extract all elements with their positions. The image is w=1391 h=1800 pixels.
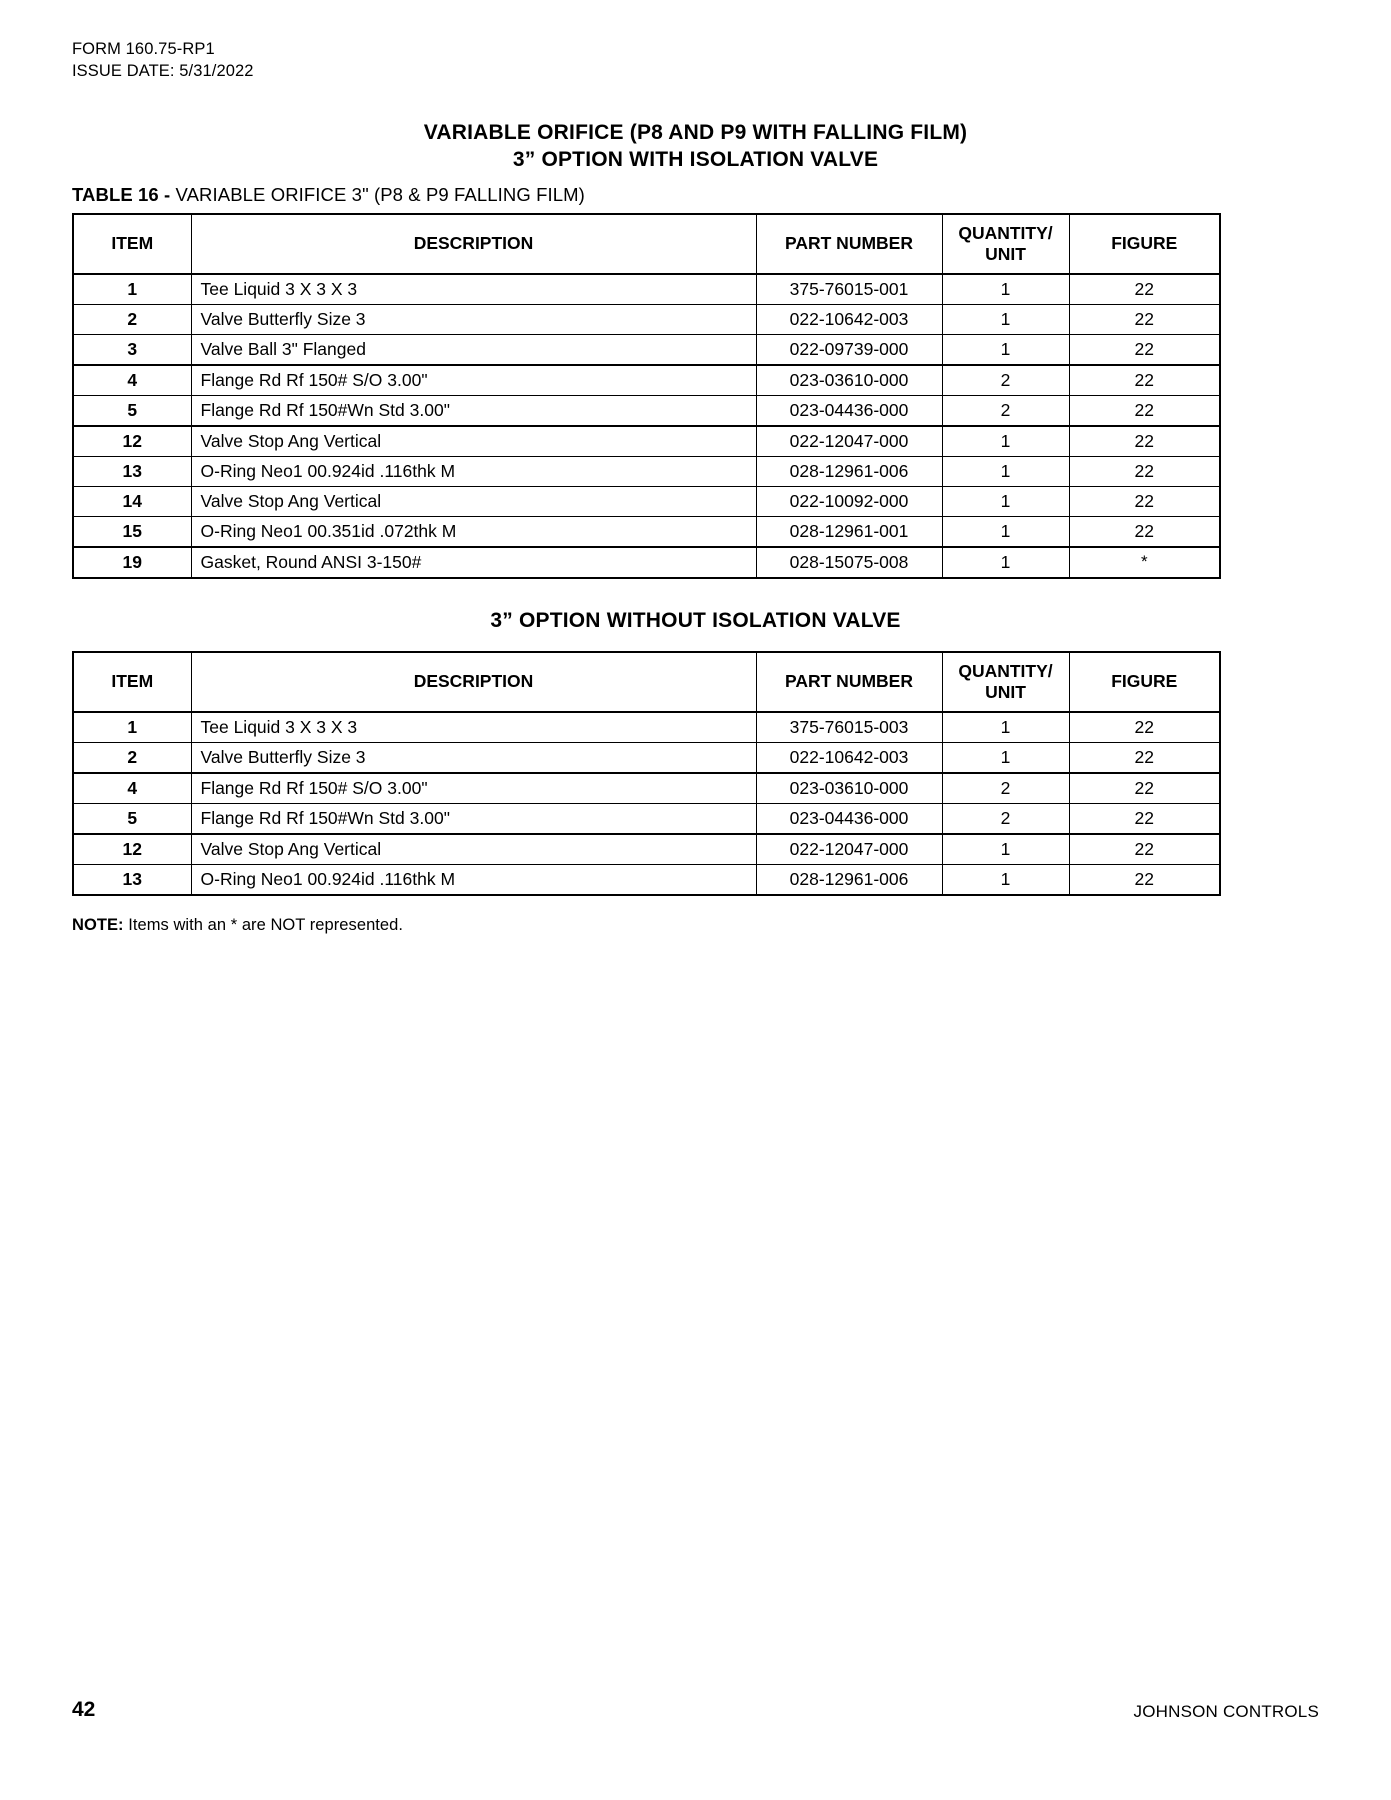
- cell-item: 12: [73, 426, 191, 457]
- cell-quantity: 2: [942, 395, 1069, 426]
- cell-item: 2: [73, 304, 191, 334]
- cell-item: 19: [73, 547, 191, 578]
- cell-part-number: 028-12961-006: [756, 864, 942, 895]
- cell-figure: 22: [1069, 712, 1220, 743]
- cell-part-number: 375-76015-001: [756, 274, 942, 305]
- table-row: [73, 486, 1220, 516]
- cell-quantity: 2: [942, 803, 1069, 834]
- table-row: [73, 426, 1220, 457]
- cell-part-number: 022-12047-000: [756, 834, 942, 865]
- cell-item: 5: [73, 803, 191, 834]
- cell-item: 4: [73, 773, 191, 804]
- document-header: [72, 38, 1319, 83]
- table-row: [73, 456, 1220, 486]
- table-row: [73, 395, 1220, 426]
- cell-part-number: 022-09739-000: [756, 334, 942, 365]
- cell-figure: 22: [1069, 486, 1220, 516]
- table-row: [73, 864, 1220, 895]
- cell-part-number: 022-12047-000: [756, 426, 942, 457]
- table-row: [73, 712, 1220, 743]
- cell-quantity: 1: [942, 516, 1069, 547]
- table-16-label: TABLE 16 -: [72, 183, 171, 205]
- cell-figure: 22: [1069, 773, 1220, 804]
- table-row: [73, 773, 1220, 804]
- table-row: [73, 834, 1220, 865]
- cell-item: 13: [73, 864, 191, 895]
- cell-description: Flange Rd Rf 150# S/O 3.00": [191, 773, 756, 804]
- cell-part-number: 023-03610-000: [756, 773, 942, 804]
- column-header-figure: FIGURE: [1069, 652, 1220, 712]
- cell-figure: 22: [1069, 742, 1220, 773]
- cell-description: Valve Butterfly Size 3: [191, 304, 756, 334]
- cell-figure: 22: [1069, 395, 1220, 426]
- cell-figure: 22: [1069, 516, 1220, 547]
- cell-quantity: 2: [942, 365, 1069, 396]
- cell-quantity: 2: [942, 773, 1069, 804]
- table-row: [73, 334, 1220, 365]
- cell-quantity: 1: [942, 834, 1069, 865]
- title-line-2: 3” OPTION WITH ISOLATION VALVE: [512, 148, 879, 172]
- cell-part-number: 028-12961-006: [756, 456, 942, 486]
- column-header-figure: FIGURE: [1069, 214, 1220, 274]
- table-row: [73, 274, 1220, 305]
- cell-quantity: 1: [942, 274, 1069, 305]
- cell-item: 3: [73, 334, 191, 365]
- page-title: [72, 119, 1319, 174]
- cell-figure: 22: [1069, 365, 1220, 396]
- cell-item: 5: [73, 395, 191, 426]
- cell-part-number: 022-10642-003: [756, 742, 942, 773]
- cell-item: 4: [73, 365, 191, 396]
- note-label: NOTE:: [72, 915, 124, 934]
- cell-quantity: 1: [942, 334, 1069, 365]
- cell-quantity: 1: [942, 304, 1069, 334]
- table-16-caption-text: VARIABLE ORIFICE 3" (P8 & P9 FALLING FILM): [170, 183, 585, 205]
- cell-item: 15: [73, 516, 191, 547]
- table-16-caption: [72, 184, 1319, 206]
- cell-description: O-Ring Neo1 00.351id .072thk M: [191, 516, 756, 547]
- cell-description: Flange Rd Rf 150#Wn Std 3.00": [191, 803, 756, 834]
- cell-quantity: 1: [942, 486, 1069, 516]
- cell-figure: 22: [1069, 274, 1220, 305]
- column-header-item: ITEM: [73, 652, 191, 712]
- quantity-header-line-1: QUANTITY/: [958, 660, 1053, 681]
- cell-description: Valve Butterfly Size 3: [191, 742, 756, 773]
- cell-item: 14: [73, 486, 191, 516]
- cell-quantity: 1: [942, 547, 1069, 578]
- cell-figure: 22: [1069, 334, 1220, 365]
- table-body: [73, 274, 1220, 578]
- cell-description: Flange Rd Rf 150#Wn Std 3.00": [191, 395, 756, 426]
- cell-item: 1: [73, 712, 191, 743]
- title-line-1: VARIABLE ORIFICE (P8 AND P9 WITH FALLING FILM): [423, 120, 968, 144]
- table-row: [73, 547, 1220, 578]
- table-row: [73, 516, 1220, 547]
- footer-brand: JOHNSON CONTROLS: [1133, 1702, 1319, 1721]
- cell-quantity: 1: [942, 864, 1069, 895]
- cell-part-number: 023-04436-000: [756, 803, 942, 834]
- table-row: [73, 742, 1220, 773]
- cell-quantity: 1: [942, 456, 1069, 486]
- cell-description: Tee Liquid 3 X 3 X 3: [191, 712, 756, 743]
- cell-item: 12: [73, 834, 191, 865]
- table-row: [73, 803, 1220, 834]
- cell-item: 2: [73, 742, 191, 773]
- cell-part-number: 028-12961-001: [756, 516, 942, 547]
- section-title-without-isolation-valve: 3” OPTION WITHOUT ISOLATION VALVE: [490, 608, 901, 632]
- table-row: [73, 304, 1220, 334]
- table-header-row: [73, 214, 1220, 274]
- cell-figure: 22: [1069, 426, 1220, 457]
- cell-quantity: 1: [942, 742, 1069, 773]
- cell-description: Gasket, Round ANSI 3-150#: [191, 547, 756, 578]
- cell-quantity: 1: [942, 712, 1069, 743]
- column-header-part-number: PART NUMBER: [756, 652, 942, 712]
- column-header-quantity-unit: [942, 652, 1069, 712]
- cell-part-number: 023-03610-000: [756, 365, 942, 396]
- quantity-header-line-2: UNIT: [985, 681, 1026, 702]
- cell-description: Valve Stop Ang Vertical: [191, 834, 756, 865]
- column-header-quantity-unit: [942, 214, 1069, 274]
- table-row: [73, 365, 1220, 396]
- note-line: [72, 916, 1319, 935]
- form-number: FORM 160.75-RP1: [72, 40, 215, 58]
- cell-part-number: 022-10092-000: [756, 486, 942, 516]
- cell-description: Valve Ball 3" Flanged: [191, 334, 756, 365]
- cell-description: O-Ring Neo1 00.924id .116thk M: [191, 864, 756, 895]
- parts-table-without-isolation-valve: [72, 651, 1221, 896]
- cell-part-number: 375-76015-003: [756, 712, 942, 743]
- page-footer: [72, 1698, 1319, 1722]
- cell-figure: 22: [1069, 864, 1220, 895]
- quantity-header-line-2: UNIT: [985, 243, 1026, 264]
- table-body: [73, 712, 1220, 895]
- cell-description: O-Ring Neo1 00.924id .116thk M: [191, 456, 756, 486]
- table-header-row: [73, 652, 1220, 712]
- cell-description: Valve Stop Ang Vertical: [191, 426, 756, 457]
- cell-figure: 22: [1069, 456, 1220, 486]
- cell-figure: 22: [1069, 304, 1220, 334]
- cell-description: Valve Stop Ang Vertical: [191, 486, 756, 516]
- cell-description: Flange Rd Rf 150# S/O 3.00": [191, 365, 756, 396]
- cell-figure: 22: [1069, 803, 1220, 834]
- note-text: Items with an * are NOT represented.: [123, 915, 404, 934]
- issue-date: ISSUE DATE: 5/31/2022: [72, 62, 254, 81]
- cell-item: 13: [73, 456, 191, 486]
- cell-figure: *: [1069, 547, 1220, 578]
- column-header-item: ITEM: [73, 214, 191, 274]
- cell-part-number: 023-04436-000: [756, 395, 942, 426]
- parts-table-with-isolation-valve: [72, 213, 1221, 579]
- column-header-description: DESCRIPTION: [191, 214, 756, 274]
- cell-description: Tee Liquid 3 X 3 X 3: [191, 274, 756, 305]
- column-header-description: DESCRIPTION: [191, 652, 756, 712]
- cell-quantity: 1: [942, 426, 1069, 457]
- quantity-header-line-1: QUANTITY/: [958, 222, 1053, 243]
- column-header-part-number: PART NUMBER: [756, 214, 942, 274]
- page-number: 42: [72, 1698, 96, 1721]
- cell-part-number: 022-10642-003: [756, 304, 942, 334]
- cell-figure: 22: [1069, 834, 1220, 865]
- cell-item: 1: [73, 274, 191, 305]
- cell-part-number: 028-15075-008: [756, 547, 942, 578]
